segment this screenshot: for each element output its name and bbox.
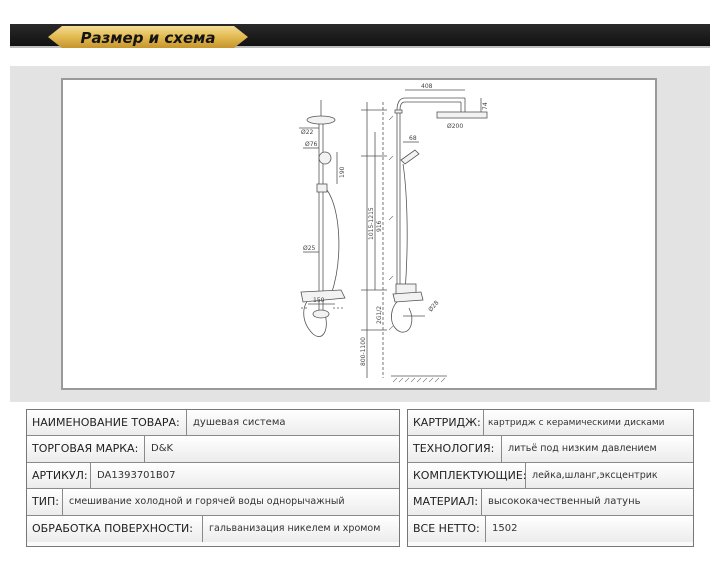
spec-row	[408, 516, 693, 542]
dim-800-1100-label: 800-1100	[360, 337, 367, 366]
spec-row	[27, 436, 399, 462]
spec-label-components: КОМПЛЕКТУЮЩИЕ:	[408, 463, 526, 488]
spec-label-material: МАТЕРИАЛ:	[408, 489, 482, 514]
spec-value-brand: D&K	[151, 443, 174, 455]
dim-d22-label: Ø22	[301, 129, 314, 136]
spec-row	[408, 463, 693, 489]
spec-value-material: высококачественный латунь	[488, 496, 641, 508]
spec-value-technology: литьё под низким давлением	[508, 443, 657, 455]
spec-row	[408, 410, 693, 436]
dim-1015-1215-label: 1015-1215	[368, 207, 375, 240]
dim-916-label: 916	[376, 220, 383, 232]
shower-system-schematic	[63, 80, 655, 388]
page-title: Размер и схема	[80, 29, 216, 47]
spec-row	[27, 410, 399, 436]
dim-74-label: 74	[482, 102, 489, 110]
spec-value-name: душевая система	[193, 417, 286, 428]
spec-label-name: НАИМЕНОВАНИЕ ТОВАРА:	[27, 410, 187, 435]
dim-d28-label: Ø28	[427, 299, 441, 314]
dim-d76-label: Ø76	[305, 141, 318, 148]
spec-label-brand: ТОРГОВАЯ МАРКА:	[27, 436, 145, 461]
spec-value-cartridge: картридж с керамическими дисками	[488, 418, 665, 428]
spec-value-components: лейка,шланг,эксцентрик	[532, 469, 658, 481]
spec-value-article: DA1393701B07	[97, 469, 176, 481]
spec-value-surface: гальванизация никелем и хромом	[209, 522, 381, 534]
spec-label-weight: ВСЕ НЕТТО:	[408, 516, 486, 542]
spec-label-technology: ТЕХНОЛОГИЯ:	[408, 436, 502, 461]
spec-label-article: АРТИКУЛ:	[27, 463, 91, 488]
spec-value-weight: 1502	[492, 522, 518, 534]
spec-value-type: смешивание холодной и горячей воды однорычажный	[69, 496, 345, 508]
spec-label-type: ТИП:	[27, 489, 63, 514]
spec-row	[27, 489, 399, 515]
spec-table-right	[407, 409, 694, 547]
spec-row	[408, 436, 693, 462]
technical-drawing	[61, 78, 657, 390]
dim-408-label: 408	[421, 83, 433, 90]
spec-row	[408, 489, 693, 515]
spec-label-surface: ОБРАБОТКА ПОВЕРХНОСТИ:	[27, 516, 203, 542]
dim-d25-label: Ø25	[303, 245, 316, 252]
dim-2g12-label: 2G1/2	[376, 305, 383, 324]
dim-190-label: 190	[339, 166, 346, 178]
spec-label-cartridge: КАРТРИДЖ:	[408, 410, 484, 435]
spec-row	[27, 516, 399, 542]
spec-row	[27, 463, 399, 489]
spec-table-left	[26, 409, 400, 547]
dim-d200-label: Ø200	[447, 123, 464, 130]
dim-68-label: 68	[409, 135, 417, 142]
dim-150-label: 150	[313, 297, 325, 304]
